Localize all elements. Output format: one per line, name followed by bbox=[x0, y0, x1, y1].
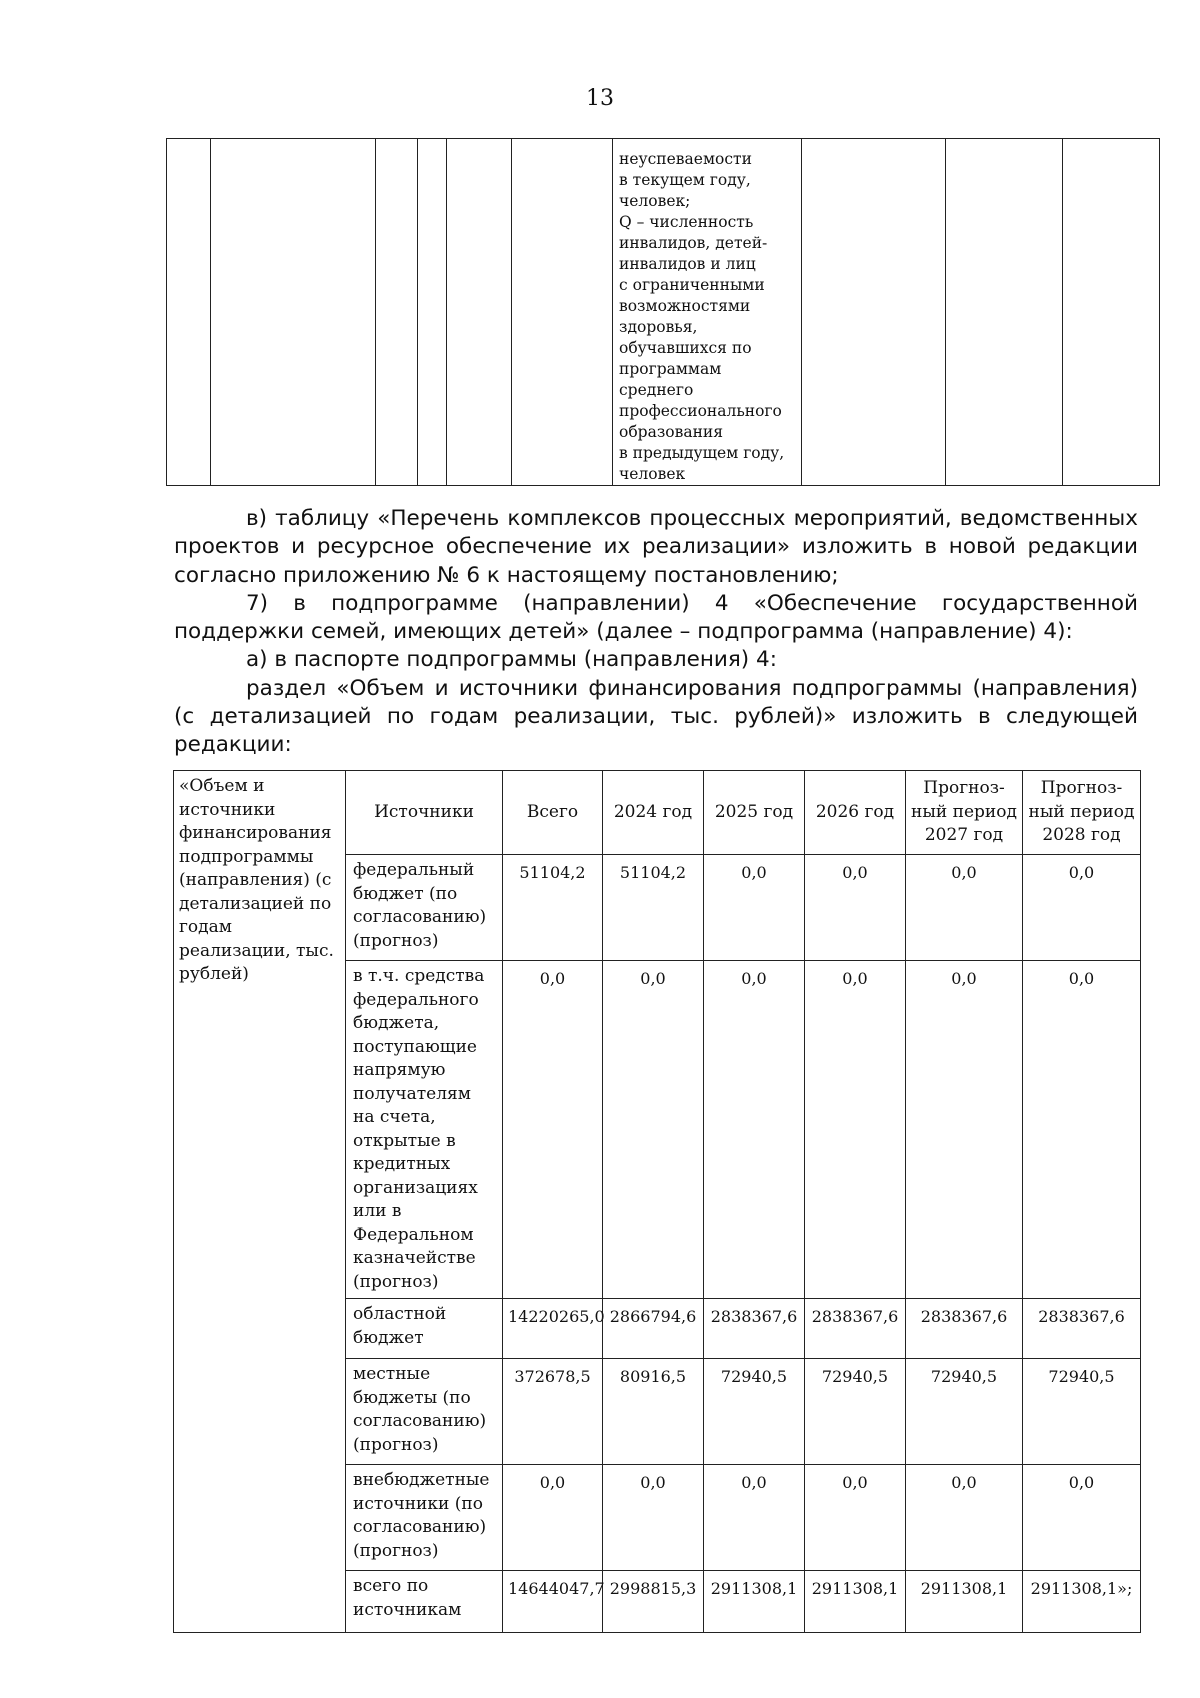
empty-cell bbox=[946, 139, 1063, 486]
header-2027: Прогноз-ный период 2027 год bbox=[906, 771, 1023, 855]
value-cell: 80916,5 bbox=[603, 1359, 704, 1465]
source-cell: внебюджетные источники (по согласованию) (прогноз) bbox=[346, 1465, 503, 1571]
source-cell: областной бюджет bbox=[346, 1299, 503, 1359]
value-cell: 2911308,1 bbox=[805, 1571, 906, 1633]
value-cell: 14644047,7 bbox=[503, 1571, 603, 1633]
empty-cell bbox=[375, 139, 417, 486]
value-cell: 72940,5 bbox=[1023, 1359, 1141, 1465]
value-cell: 0,0 bbox=[603, 961, 704, 1299]
empty-cell bbox=[167, 139, 211, 486]
value-cell: 2866794,6 bbox=[603, 1299, 704, 1359]
paragraph-subprogram-4: 7) в подпрограмме (направлении) 4 «Обеспечение государственной поддержки семей, имеющих детей» (далее – подпрограмма (направление) 4): bbox=[174, 590, 1138, 645]
value-cell: 51104,2 bbox=[603, 855, 704, 961]
body-text bbox=[174, 505, 1138, 760]
empty-cell bbox=[211, 139, 375, 486]
empty-cell bbox=[801, 139, 945, 486]
value-cell: 0,0 bbox=[906, 855, 1023, 961]
header-sources: Источники bbox=[346, 771, 503, 855]
header-2024: 2024 год bbox=[603, 771, 704, 855]
financing-table bbox=[173, 770, 1141, 1633]
value-cell: 0,0 bbox=[704, 1465, 805, 1571]
value-cell: 0,0 bbox=[805, 1465, 906, 1571]
value-cell: 0,0 bbox=[704, 961, 805, 1299]
source-cell: всего по источникам bbox=[346, 1571, 503, 1633]
source-cell: местные бюджеты (по согласованию) (прогноз) bbox=[346, 1359, 503, 1465]
empty-cell bbox=[446, 139, 512, 486]
source-cell: федеральный бюджет (по согласованию) (прогноз) bbox=[346, 855, 503, 961]
value-cell: 0,0 bbox=[1023, 855, 1141, 961]
value-cell: 2838367,6 bbox=[805, 1299, 906, 1359]
value-cell: 2838367,6 bbox=[906, 1299, 1023, 1359]
value-cell: 2838367,6 bbox=[704, 1299, 805, 1359]
value-cell: 0,0 bbox=[1023, 961, 1141, 1299]
page-number: 13 bbox=[586, 86, 614, 111]
header-2028: Прогноз-ный период 2028 год bbox=[1023, 771, 1141, 855]
table-label-cell: «Объем и источники финансирования подпрограммы (направления) (с детализацией по годам реализации, тыс. рублей) bbox=[174, 771, 346, 1633]
value-cell: 0,0 bbox=[503, 1465, 603, 1571]
value-cell: 0,0 bbox=[603, 1465, 704, 1571]
value-cell: 72940,5 bbox=[906, 1359, 1023, 1465]
continuation-table bbox=[166, 138, 1160, 486]
value-cell: 72940,5 bbox=[704, 1359, 805, 1465]
header-2026: 2026 год bbox=[805, 771, 906, 855]
value-cell: 2911308,1»; bbox=[1023, 1571, 1141, 1633]
source-cell: в т.ч. средства федерального бюджета, поступающие напрямую получателям на счета, открытые в кредитных организациях или в Федеральном казначействе (прогноз) bbox=[346, 961, 503, 1299]
value-cell: 14220265,0 bbox=[503, 1299, 603, 1359]
header-total: Всего bbox=[503, 771, 603, 855]
value-cell: 0,0 bbox=[805, 855, 906, 961]
empty-cell bbox=[418, 139, 446, 486]
value-cell: 72940,5 bbox=[805, 1359, 906, 1465]
value-cell: 0,0 bbox=[906, 1465, 1023, 1571]
formula-description-cell bbox=[613, 139, 802, 486]
empty-cell bbox=[512, 139, 613, 486]
value-cell: 0,0 bbox=[906, 961, 1023, 1299]
paragraph-section: раздел «Объем и источники финансирования подпрограммы (направления) (с детализацией по годам реализации, тыс. рублей)» изложить в следующей редакции: bbox=[174, 675, 1138, 758]
value-cell: 0,0 bbox=[805, 961, 906, 1299]
value-cell: 51104,2 bbox=[503, 855, 603, 961]
paragraph-passport: а) в паспорте подпрограммы (направления) 4: bbox=[246, 647, 777, 673]
value-cell: 0,0 bbox=[704, 855, 805, 961]
value-cell: 2998815,3 bbox=[603, 1571, 704, 1633]
value-cell: 372678,5 bbox=[503, 1359, 603, 1465]
paragraph-table-amendment: в) таблицу «Перечень комплексов процессных мероприятий, ведомственных проектов и ресурсное обеспечение их реализации» изложить в новой редакции согласно приложению № 6 к настоящему постановлению; bbox=[174, 506, 1138, 588]
formula-description-text: неуспеваемости в текущем году, человек; Q – численность инвалидов, детей- инвалидов и лиц с ограниченными возможностями здоровья, обучавшихся по программам среднего профессионального образования в предыдущем году, человек bbox=[619, 150, 785, 483]
value-cell: 2911308,1 bbox=[906, 1571, 1023, 1633]
value-cell: 0,0 bbox=[503, 961, 603, 1299]
value-cell: 0,0 bbox=[1023, 1465, 1141, 1571]
value-cell: 2838367,6 bbox=[1023, 1299, 1141, 1359]
header-2025: 2025 год bbox=[704, 771, 805, 855]
value-cell: 2911308,1 bbox=[704, 1571, 805, 1633]
empty-cell bbox=[1063, 139, 1160, 486]
